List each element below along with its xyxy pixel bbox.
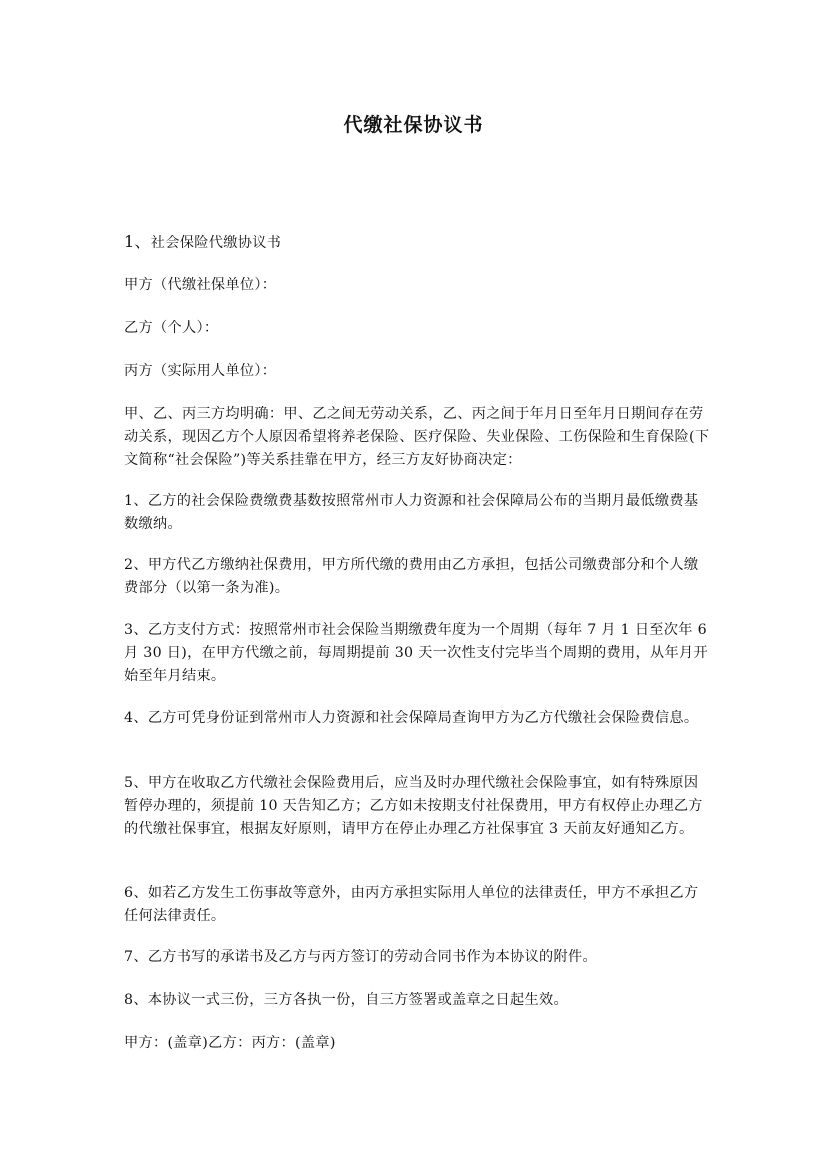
clause-8: 8、本协议一式三份，三方各执一份，自三方签署或盖章之日起生效。 <box>124 992 568 1008</box>
clause-3: 3、乙方支付方式：按照常州市社会保险当期缴费年度为一个周期（每年 7 月 1 日至次年 6 月 30 日)，在甲方代缴之前，每周期提前 30 天一次性支付完毕当个周期的费用，从年月开始至年月结束。 <box>124 622 708 684</box>
clause-1: 1、乙方的社会保险费缴费基数按照常州市人力资源和社会保障局公布的当期月最低缴费基数缴纳。 <box>124 493 699 532</box>
clause-4: 4、乙方可凭身份证到常州市人力资源和社会保障局查询甲方为乙方代缴社会保险费信息。 <box>124 710 699 726</box>
section-heading <box>124 230 710 255</box>
party-a-line: 甲方（代缴社保单位）： <box>124 277 277 293</box>
page-title: 代缴社保协议书 <box>343 114 484 136</box>
preamble-paragraph: 甲、乙、丙三方均明确：甲、乙之间无劳动关系，乙、丙之间于年月日至年月日期间存在劳动关系，现因乙方个人原因希望将养老保险、医疗保险、失业保险、工伤保险和生育保险(下文简称“社会保险”)等关系挂靠在甲方，经三方友好协商决定： <box>124 406 710 468</box>
party-b-line: 乙方（个人）： <box>124 320 219 336</box>
clause-6: 6、如若乙方发生工伤事故等意外，由丙方承担实际用人单位的法律责任，甲方不承担乙方任何法律责任。 <box>124 885 699 924</box>
clause-2: 2、甲方代乙方缴纳社保费用，甲方所代缴的费用由乙方承担，包括公司缴费部分和个人缴费部分（以第一条为准)。 <box>124 557 699 596</box>
clause-5: 5、甲方在收取乙方代缴社会保险费用后，应当及时办理代缴社会保险事宜，如有特殊原因暂停办理的，须提前 10 天告知乙方；乙方如未按期支付社保费用，甲方有权停止办理乙方的代缴社保事宜，根据友好原则，请甲方在停止办理乙方社保事宜 3 天前友好通知乙方。 <box>124 775 703 837</box>
signature-line: 甲方：(盖章)乙方：丙方：(盖章) <box>124 1035 336 1051</box>
section-number: 1、 <box>124 232 151 251</box>
party-c-line: 丙方（实际用人单位）： <box>124 363 277 379</box>
section-heading-text: 社会保险代缴协议书 <box>150 235 282 251</box>
clause-7: 7、乙方书写的承诺书及乙方与丙方签订的劳动合同书作为本协议的附件。 <box>124 949 597 965</box>
